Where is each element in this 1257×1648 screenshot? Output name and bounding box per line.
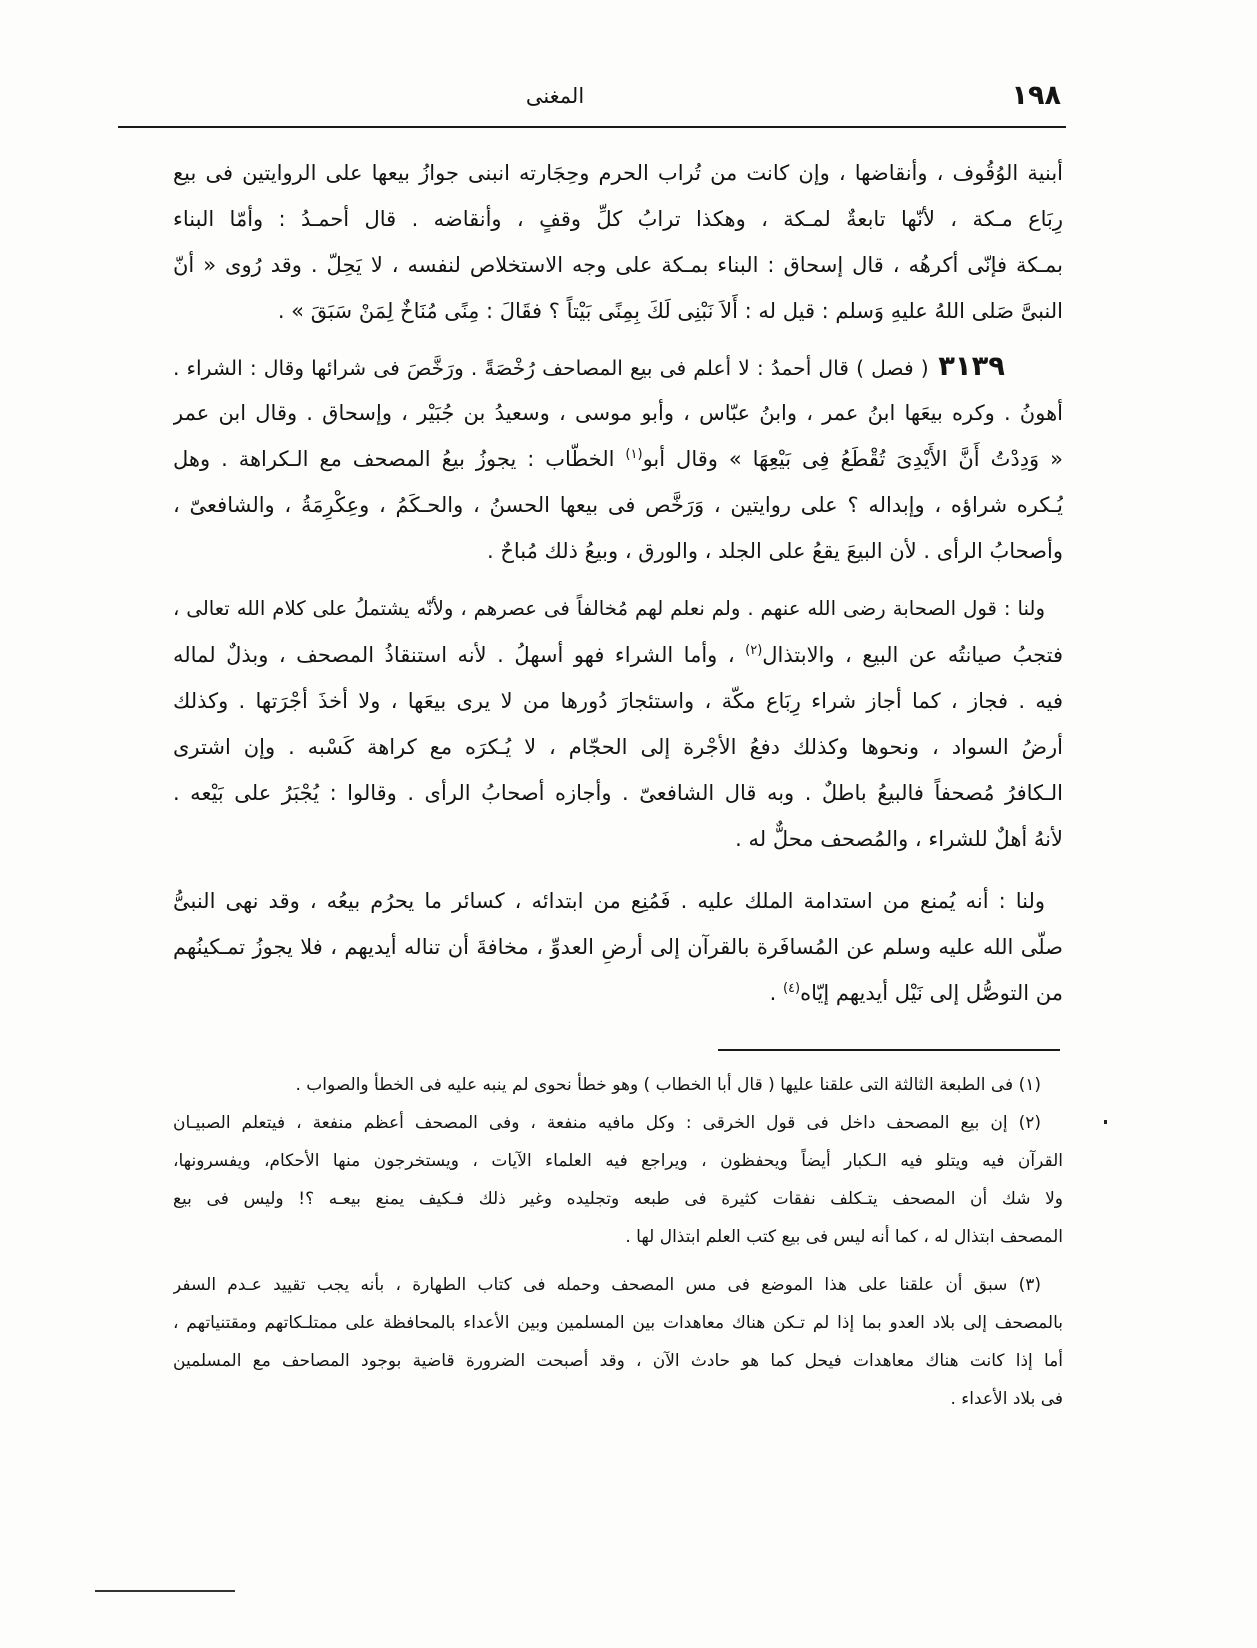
text-line xyxy=(173,816,1063,862)
line-text: الـكافرُ مُصحفاً فالبيعُ باطلٌ . وبه قال الشافعىّ . وأجازه أصحابُ الرأى . وقالوا : يُجْبَرُ على بَيْعه . xyxy=(173,781,1063,805)
footnote xyxy=(173,1266,1063,1418)
footnote xyxy=(173,1104,1063,1256)
line-text: القرآن فيه ويتلو فيه الـكبار أيضاً ويحفظون ، ويراجع فيه العلماء الآيات ، ويستخرجون منها الأحكام، ويفسرونها، xyxy=(173,1151,1063,1171)
footnote-ref: (٢) xyxy=(745,643,763,658)
line-text: الخطّاب : يجوزُ بيعُ المصحف مع الـكراهة . وهل xyxy=(173,447,626,471)
line-text: صلّى الله عليه وسلم عن المُسافَرة بالقرآن إلى أرضِ العدوِّ ، مخافةَ أن تناله أيديهم ، فلا يجوزُ تمـكينُهم xyxy=(173,935,1063,959)
footnote-line xyxy=(173,1142,1063,1180)
text-line xyxy=(173,196,1063,242)
running-title: المغنى xyxy=(525,84,585,108)
line-text: (٢) إن بيع المصحف داخل فى قول الخرقى : وكل مافيه منفعة ، وفى المصحف أعظم منفعة ، فيتعلم الصبيـان xyxy=(173,1113,1041,1133)
scan-mark xyxy=(95,1590,235,1592)
main-text xyxy=(173,150,1063,1016)
footnote-ref: (٤) xyxy=(782,981,801,996)
line-text: لأنهُ أهلٌ للشراء ، والمُصحف محلٌّ له . xyxy=(735,827,1063,851)
line-text: أهونُ . وكره بيعَها ابنُ عمر ، وابنُ عبّاس ، وأبو موسى ، وسعيدُ بن جُبَيْر ، وإسحاق . وقال ابن عمر xyxy=(173,401,1063,425)
text-line xyxy=(173,390,1063,436)
footnote-line xyxy=(173,1380,1063,1418)
text-line xyxy=(173,528,1063,574)
text-line xyxy=(173,924,1063,970)
scan-mark xyxy=(1104,1120,1107,1124)
line-text: (١) فى الطبعة الثالثة التى علقنا عليها ( قال أبا الخطاب ) وهو خطأ نحوى لم ينبه عليه فى الخطأ والصواب . xyxy=(295,1075,1041,1095)
line-text: رِبَاع مـكة ، لأنّها تابعةٌ لمـكة ، وهكذا ترابُ كلِّ وقفٍ ، وأنقاضه . قال أحمـدُ : وأمّا البناء xyxy=(173,207,1063,231)
footnote-line xyxy=(173,1104,1063,1142)
page-number: ١٩٨ xyxy=(1011,80,1061,111)
body-paragraph xyxy=(173,344,1063,574)
line-text: « وَدِدْتُ أَنَّ الأَيْدِىَ تُقْطَعُ فِى بَيْعِهَا » وقال أبو xyxy=(642,447,1063,471)
line-text: فى بلاد الأعداء . xyxy=(950,1389,1063,1409)
footnote-ref: (١) xyxy=(625,447,643,462)
line-text: أما إذا كانت هناك معاهدات فيحل كما هو حادث الآن ، وقد أصبحت الضرورة قاضية بوجود المصاحف مع المسلمين xyxy=(173,1351,1063,1371)
text-line xyxy=(173,770,1063,816)
line-text: ولنا : قول الصحابة رضى الله عنهم . ولم نعلم لهم مُخالفاً فى عصرهم ، ولأنّه يشتملُ على كلام الله تعالى ، xyxy=(173,597,1045,620)
text-line xyxy=(173,878,1063,924)
text-line xyxy=(173,678,1063,724)
line-text: أبنية الوُقُوف ، وأنقاضها ، وإن كانت من تُراب الحرم وحِجَارته انبنى جوازُ بيعها على الروايتين فى بيع xyxy=(173,161,1063,185)
line-text: وأصحابُ الرأى . لأن البيعَ يقعُ على الجلد ، والورق ، وبيعُ ذلك مُباحٌ . xyxy=(486,539,1063,563)
line-text: بمـكة فإنّى أكرهُه ، قال إسحاق : البناء بمـكة على وجه الاستخلاص لنفسه ، لا يَحِلّ . وقد رُوى « أنّ xyxy=(173,253,1063,277)
footnote-line xyxy=(173,1266,1063,1304)
footnotes xyxy=(173,1066,1063,1418)
line-text: فتجبُ صيانتُه عن البيع ، والابتذال xyxy=(762,643,1063,667)
line-text: ولنا : أنه يُمنع من استدامة الملك عليه . فَمُنِع من ابتدائه ، كسائر ما يحرُم بيعُه ، وقد نهى النبىُّ xyxy=(173,889,1045,913)
text-line xyxy=(173,288,1063,334)
text-line xyxy=(173,344,1063,390)
text-line xyxy=(173,150,1063,196)
footnote-line xyxy=(173,1180,1063,1218)
line-text: يُـكره شراؤه ، وإبداله ؟ على روايتين ، وَرَخَّص فى بيعها الحسنُ ، والحـكَمُ ، وعِكْرِمَةُ ، والشافعىّ ، xyxy=(173,493,1063,517)
footnote xyxy=(173,1066,1063,1104)
section-number: ٣١٣٩ xyxy=(938,351,1005,382)
footnote-line xyxy=(173,1304,1063,1342)
line-text: بالمصحف إلى بلاد العدو بما إذا لم تـكن هناك معاهدات بين المسلمين وبين الأعداء بالمحافظة على ممتلـكاتهم ومقتنياتهم ، xyxy=(173,1313,1063,1333)
footnote-line xyxy=(173,1218,1063,1256)
text-line xyxy=(173,242,1063,288)
text-line xyxy=(173,724,1063,770)
text-line xyxy=(173,586,1063,632)
footnote-line xyxy=(173,1066,1063,1104)
line-text: . xyxy=(769,981,783,1005)
header-rule xyxy=(118,126,1066,128)
text-line xyxy=(173,970,1063,1016)
body-paragraph xyxy=(173,150,1063,334)
text-line xyxy=(173,482,1063,528)
line-text: أرضُ السواد ، ونحوها وكذلك دفعُ الأجْرة إلى الحجّام ، لا يُـكرَه مع كراهة كَسْبه . وإن اشترى xyxy=(173,735,1063,759)
text-line xyxy=(173,632,1063,678)
line-text: ( فصل ) قال أحمدُ : لا أعلم فى بيع المصاحف رُخْصَةً . ورَخَّصَ فى شرائها وقال : الشراء . xyxy=(173,356,929,380)
line-text: (٣) سبق أن علقنا على هذا الموضع فى مس المصحف وحمله فى كتاب الطهارة ، بأنه يجب تقييد عـدم السفر xyxy=(173,1275,1041,1295)
line-text: ، وأما الشراء فهو أسهلُ . لأنه استنقاذُ المصحف ، وبذلٌ لماله xyxy=(173,643,746,667)
line-text: النبىَّ صَلى اللهُ عليهِ وَسلم : قيل له : أَلاَ نَبْنِى لَكَ بِمِنًى بَيْتاً ؟ فقَالَ : مِنًى مُنَاخٌ لِمَنْ سَبَقَ » . xyxy=(277,299,1063,323)
body-paragraph xyxy=(173,586,1063,862)
body-paragraph xyxy=(173,878,1063,1016)
footnote-separator xyxy=(718,1049,1060,1051)
line-text: من التوصُّل إلى نَيْل أيديهم إيّاه xyxy=(800,981,1063,1005)
line-text: المصحف ابتذال له ، كما أنه ليس فى بيع كتب العلم ابتذال لها . xyxy=(625,1227,1063,1247)
text-line xyxy=(173,436,1063,482)
line-text: ولا شك أن المصحف يتـكلف نفقات كثيرة فى طبعه وتجليده وغير ذلك فـكيف يمنع بيعـه ؟! وليس فى بيع xyxy=(173,1189,1063,1209)
footnote-line xyxy=(173,1342,1063,1380)
line-text: فيه . فجاز ، كما أجاز شراء رِبَاع مكّة ، واستئجارَ دُورها من لا يرى بيعَها ، ولا أخذَ أجْرَتها . وكذلك xyxy=(173,689,1063,713)
